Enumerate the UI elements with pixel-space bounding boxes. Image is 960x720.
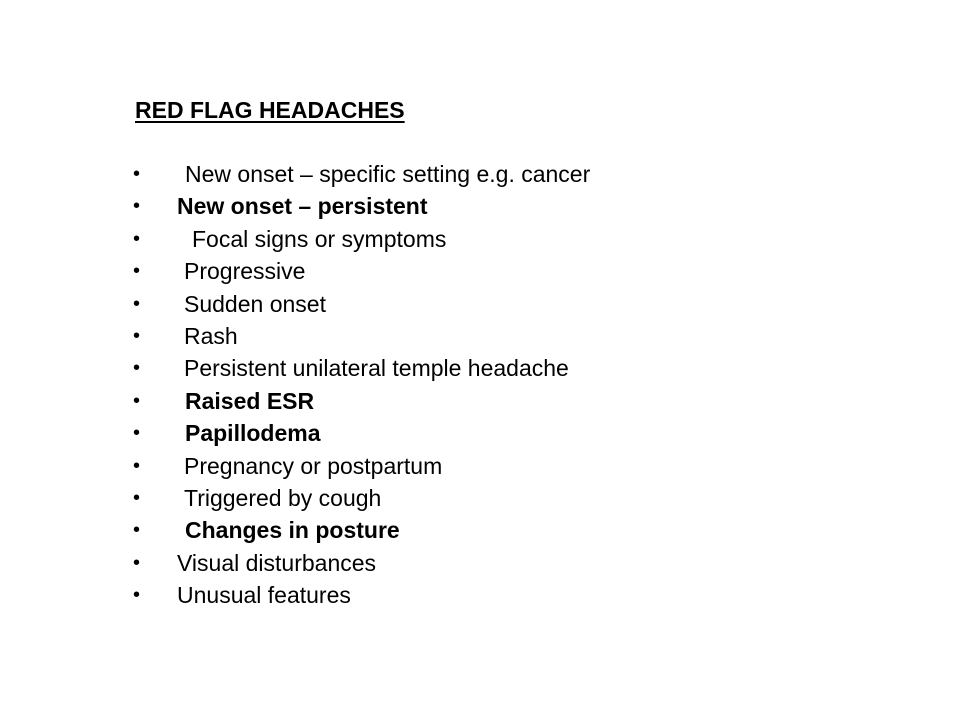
list-item-text: Raised ESR bbox=[185, 387, 315, 414]
list-item bbox=[133, 320, 238, 352]
list-item-text: Unusual features bbox=[177, 582, 351, 609]
list-item bbox=[133, 158, 591, 190]
bullet-icon: • bbox=[133, 486, 141, 509]
list-item-text: Persistent unilateral temple headache bbox=[184, 355, 569, 382]
bullet-icon: • bbox=[133, 227, 141, 250]
list-item bbox=[133, 417, 321, 449]
list-item bbox=[133, 579, 351, 611]
bullet-icon: • bbox=[133, 292, 141, 315]
list-item-text: Rash bbox=[184, 322, 238, 349]
list-item-text: Sudden onset bbox=[184, 290, 326, 317]
bullet-icon: • bbox=[133, 519, 141, 542]
slide-heading: RED FLAG HEADACHES bbox=[135, 97, 405, 123]
bullet-icon: • bbox=[133, 422, 141, 445]
bullet-icon: • bbox=[133, 324, 141, 347]
list-item-text: Papillodema bbox=[185, 420, 321, 447]
list-item bbox=[133, 482, 382, 514]
list-item-text: Pregnancy or postpartum bbox=[184, 452, 443, 479]
bullet-icon: • bbox=[133, 551, 141, 574]
list-item bbox=[133, 352, 569, 384]
list-item-text: Visual disturbances bbox=[177, 549, 377, 576]
list-item-text: Progressive bbox=[184, 258, 306, 285]
list-item-text: New onset – persistent bbox=[177, 193, 428, 220]
bullet-icon: • bbox=[133, 357, 141, 380]
list-item bbox=[133, 385, 315, 417]
list-item-text: New onset – specific setting e.g. cancer bbox=[185, 161, 591, 187]
bullet-icon: • bbox=[133, 163, 141, 185]
list-item bbox=[133, 547, 377, 579]
list-item bbox=[133, 514, 400, 546]
list-item-text: Changes in posture bbox=[185, 517, 400, 544]
red-flag-list bbox=[133, 158, 591, 611]
list-item-text: Focal signs or symptoms bbox=[192, 225, 447, 252]
list-item-text: Triggered by cough bbox=[184, 484, 382, 511]
list-item bbox=[133, 450, 443, 482]
list-item bbox=[133, 255, 306, 287]
bullet-icon: • bbox=[133, 454, 141, 477]
bullet-icon: • bbox=[133, 195, 141, 218]
bullet-icon: • bbox=[133, 584, 141, 607]
list-item bbox=[133, 223, 447, 255]
bullet-icon: • bbox=[133, 389, 141, 412]
bullet-icon: • bbox=[133, 260, 141, 283]
list-item bbox=[133, 288, 326, 320]
list-item bbox=[133, 190, 428, 222]
